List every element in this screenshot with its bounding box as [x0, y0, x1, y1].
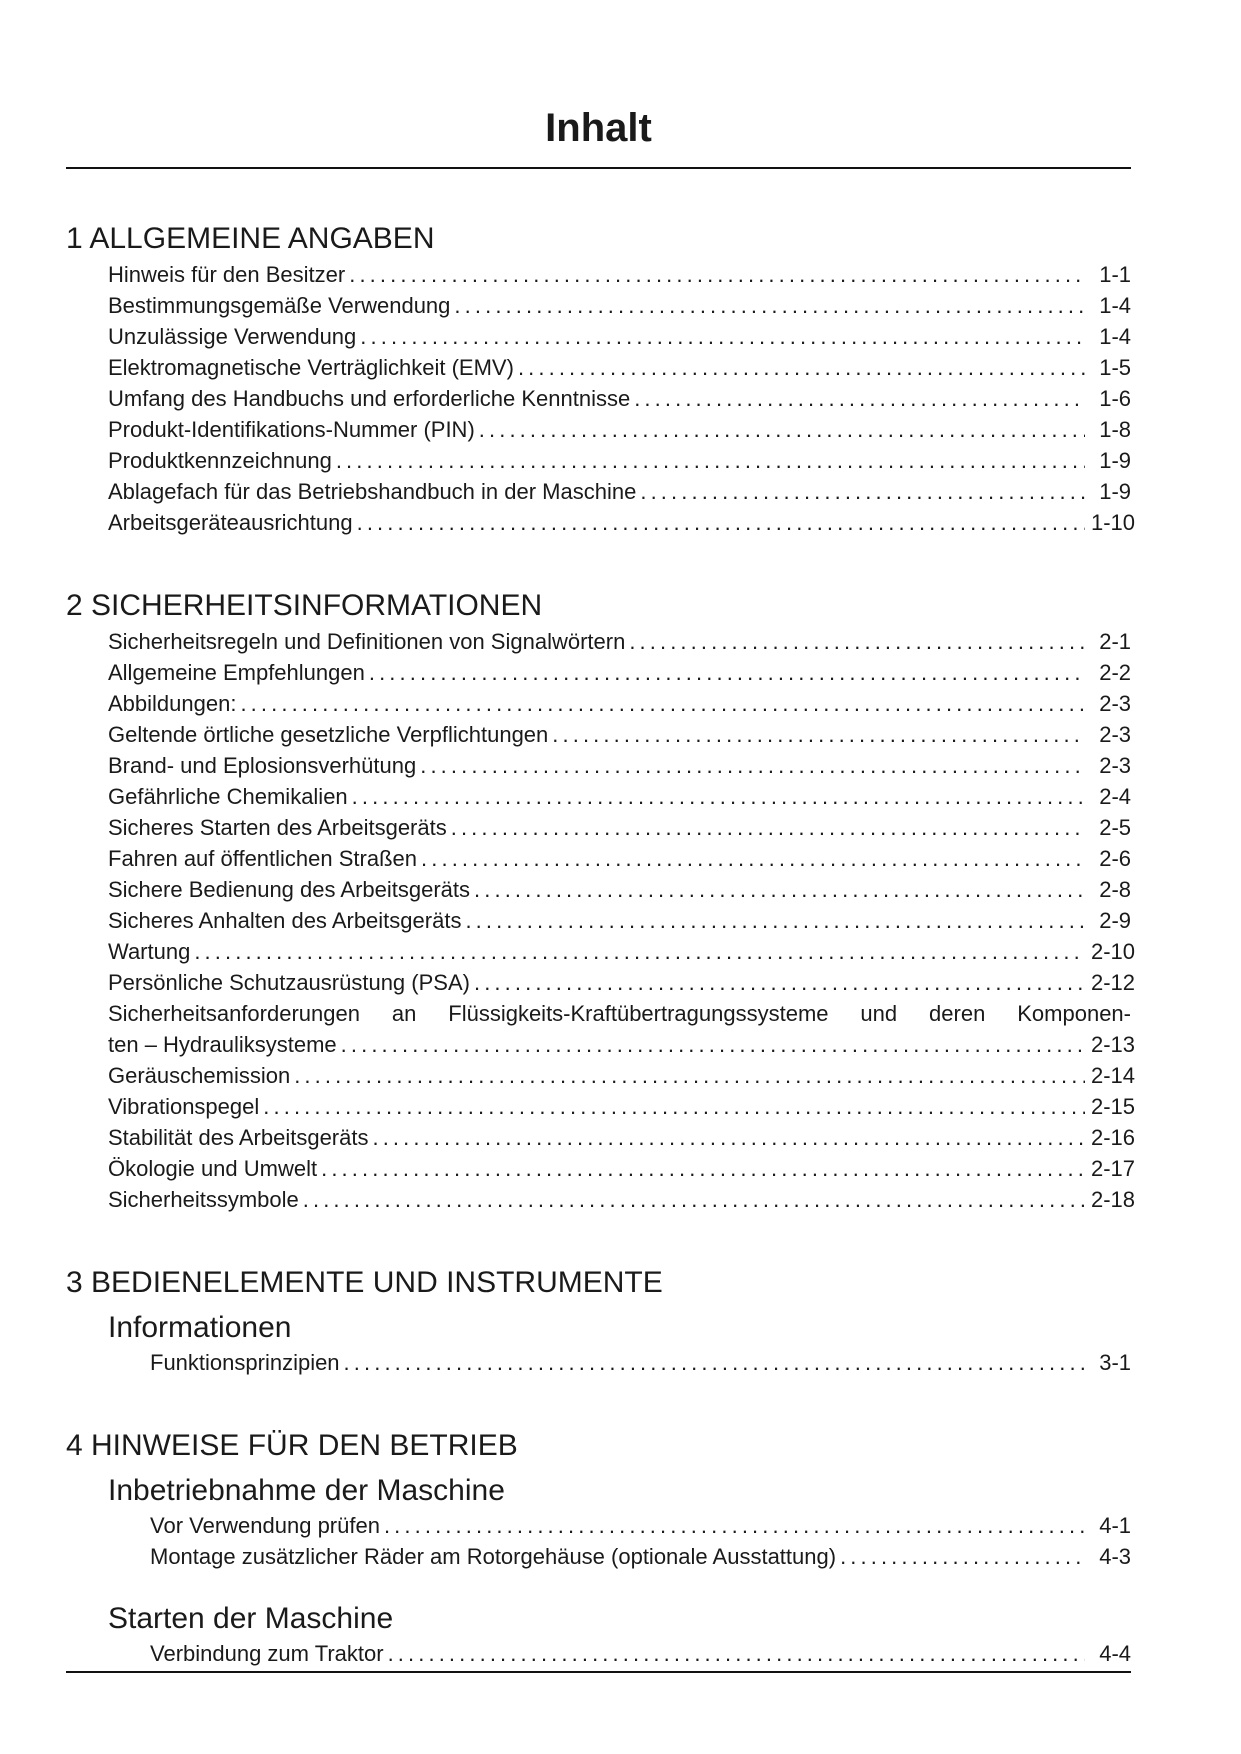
toc-entry[interactable] [108, 750, 1131, 781]
toc-entry-page: 1-9 [1099, 479, 1131, 504]
chapter-1 [66, 219, 1136, 538]
toc-entry-label: Funktionsprinzipien [150, 1350, 340, 1375]
footer-rule [66, 1671, 1131, 1673]
toc-entry[interactable] [108, 476, 1131, 507]
toc-entry[interactable] [108, 1184, 1136, 1215]
dot-leader [552, 719, 1085, 750]
toc-entry-page: 2-9 [1099, 908, 1131, 933]
toc-entry-label: Vor Verwendung prüfen [150, 1513, 380, 1538]
toc-entry-page: 2-3 [1099, 722, 1131, 747]
toc-entry-page: 1-4 [1099, 324, 1131, 349]
toc-entry-label: Geräuschemission [108, 1063, 291, 1088]
toc-entry[interactable] [150, 1510, 1131, 1541]
toc-entry-label: Fahren auf öffentlichen Straßen [108, 846, 418, 871]
dot-leader [465, 905, 1085, 936]
dot-leader [634, 383, 1085, 414]
toc-entry-page: 2-1 [1099, 629, 1131, 654]
toc-entry[interactable] [108, 967, 1136, 998]
toc-entry-page: 2-2 [1099, 660, 1131, 685]
toc-entry-page: 4-1 [1099, 1513, 1131, 1538]
chapter-title: 4 HINWEISE FÜR DEN BETRIEB [66, 1429, 518, 1462]
dot-leader [840, 1541, 1085, 1572]
spacer [66, 1233, 1131, 1263]
toc-entry[interactable] [108, 321, 1131, 352]
toc-entry-page: 2-8 [1099, 877, 1131, 902]
toc-entry[interactable] [108, 626, 1131, 657]
toc-entry-label: Vibrationspegel [108, 1094, 260, 1119]
spacer [66, 556, 1131, 586]
toc-entry[interactable] [150, 1347, 1131, 1378]
toc-entry[interactable] [108, 1060, 1136, 1091]
dot-leader [384, 1510, 1085, 1541]
toc-entry[interactable] [108, 719, 1131, 750]
chapter-title: 2 SICHERHEITSINFORMATIONEN [66, 589, 543, 622]
toc-entry[interactable] [108, 352, 1131, 383]
toc-entry[interactable] [108, 812, 1131, 843]
toc-entry[interactable] [108, 1091, 1136, 1122]
toc-entry-page: 1-4 [1099, 293, 1131, 318]
dot-leader [321, 1153, 1085, 1184]
dot-leader [518, 352, 1085, 383]
toc-entry-label: Persönliche Schutzausrüstung (PSA) [108, 970, 470, 995]
dot-leader [640, 476, 1085, 507]
toc-entry-page: 2-15 [1091, 1094, 1136, 1119]
toc-entry-label: Gefährliche Chemikalien [108, 784, 348, 809]
toc-entry-label: Verbindung zum Traktor [150, 1641, 384, 1666]
section-inbetriebnahme [108, 1472, 1131, 1572]
chapter-3 [66, 1263, 1131, 1378]
toc-entry-page: 4-3 [1099, 1544, 1131, 1569]
toc-entry-page: 1-9 [1099, 448, 1131, 473]
toc-entry-page: 3-1 [1099, 1350, 1131, 1375]
toc-entry-label-line1: Sicherheitsanforderungen an Flüssigkeits-Kraftübertragungssysteme und deren Komponen- [108, 1001, 1131, 1026]
toc-entry-label: Bestimmungsgemäße Verwendung [108, 293, 451, 318]
toc-entry-page: 2-18 [1091, 1187, 1136, 1212]
toc-entry[interactable] [108, 874, 1131, 905]
dot-leader [420, 750, 1085, 781]
chapter-title: 3 BEDIENELEMENTE UND INSTRUMENTE [66, 1266, 663, 1299]
toc-entry-page: 1-6 [1099, 386, 1131, 411]
toc-entry-label: Montage zusätzlicher Räder am Rotorgehäuse (optionale Ausstattung) [150, 1544, 837, 1569]
dot-leader [369, 657, 1085, 688]
dot-leader [479, 414, 1085, 445]
dot-leader [360, 321, 1085, 352]
toc-entry-label: Produkt-Identifikations-Nummer (PIN) [108, 417, 475, 442]
dot-leader [451, 812, 1085, 843]
toc-entry-label: ten – Hydrauliksysteme [108, 1032, 337, 1057]
toc-entry[interactable] [150, 1541, 1131, 1572]
chapter-2-entries [66, 626, 1136, 1215]
dot-leader [474, 874, 1085, 905]
dot-leader [454, 290, 1085, 321]
dot-leader [349, 259, 1085, 290]
toc-entry-page: 1-8 [1099, 417, 1131, 442]
spacer [66, 1396, 1131, 1426]
toc-entry-label: Ablagefach für das Betriebshandbuch in der Maschine [108, 479, 637, 504]
table-of-contents [66, 219, 1136, 1687]
section-informationen [108, 1309, 1131, 1378]
dot-leader [294, 1060, 1085, 1091]
toc-entry[interactable] [150, 1638, 1131, 1669]
section-entries [108, 1510, 1131, 1572]
dot-leader [344, 1347, 1085, 1378]
toc-entry-label: Sicheres Starten des Arbeitsgeräts [108, 815, 447, 840]
chapter-title: 1 ALLGEMEINE ANGABEN [66, 222, 435, 255]
section-entries [108, 1638, 1131, 1669]
toc-entry-label: Sicherheitsregeln und Definitionen von Signalwörtern [108, 629, 626, 654]
toc-entry-label: Ökologie und Umwelt [108, 1156, 318, 1181]
dot-leader [357, 507, 1085, 538]
dot-leader [629, 626, 1085, 657]
toc-entry-page: 2-17 [1091, 1156, 1136, 1181]
dot-leader [194, 936, 1085, 967]
section-starten [108, 1600, 1131, 1669]
toc-entry-label: Sicherheitssymbole [108, 1187, 299, 1212]
page-title: Inhalt [545, 106, 652, 150]
toc-entry[interactable] [108, 290, 1131, 321]
toc-entry-page: 2-12 [1091, 970, 1136, 995]
toc-entry-label: Geltende örtliche gesetzliche Verpflichtungen [108, 722, 549, 747]
dot-leader [388, 1638, 1085, 1669]
chapter-2 [66, 586, 1136, 1215]
toc-entry-label: Sicheres Anhalten des Arbeitsgeräts [108, 908, 462, 933]
header-rule [66, 167, 1131, 169]
toc-entry-label: Hinweis für den Besitzer [108, 262, 346, 287]
toc-entry[interactable] [108, 445, 1131, 476]
toc-entry[interactable] [108, 843, 1131, 874]
toc-entry-page: 2-3 [1099, 753, 1131, 778]
toc-entry-page: 1-1 [1099, 262, 1131, 287]
chapter-4 [66, 1426, 1131, 1669]
dot-leader [341, 1029, 1085, 1060]
toc-entry-label: Abbildungen: [108, 691, 237, 716]
toc-entry[interactable] [108, 905, 1131, 936]
toc-entry-label: Sichere Bedienung des Arbeitsgeräts [108, 877, 471, 902]
toc-entry-page: 2-14 [1091, 1063, 1136, 1088]
toc-entry-label: Brand- und Eplosionsverhütung [108, 753, 417, 778]
section-title: Inbetriebnahme der Maschine [108, 1474, 505, 1507]
section-entries [108, 1347, 1131, 1378]
toc-entry[interactable] [108, 414, 1131, 445]
toc-entry-page: 2-16 [1091, 1125, 1136, 1150]
toc-entry-label: Produktkennzeichnung [108, 448, 332, 473]
dot-leader [240, 688, 1085, 719]
toc-entry-line2 [108, 1029, 1136, 1060]
toc-entry[interactable] [108, 688, 1131, 719]
toc-entry-page: 1-5 [1099, 355, 1131, 380]
toc-entry[interactable] [108, 936, 1136, 967]
toc-entry-label: Stabilität des Arbeitsgeräts [108, 1125, 369, 1150]
toc-entry-label: Elektromagnetische Verträglichkeit (EMV) [108, 355, 514, 380]
toc-entry-label: Allgemeine Empfehlungen [108, 660, 365, 685]
dot-leader [263, 1091, 1085, 1122]
toc-entry-page: 2-13 [1091, 1032, 1136, 1057]
toc-entry[interactable] [108, 1122, 1136, 1153]
toc-entry-page: 2-5 [1099, 815, 1131, 840]
toc-entry-label: Umfang des Handbuchs und erforderliche Kenntnisse [108, 386, 631, 411]
chapter-1-entries [66, 259, 1136, 538]
toc-entry-page: 2-10 [1091, 939, 1136, 964]
dot-leader [474, 967, 1085, 998]
toc-entry-page: 2-4 [1099, 784, 1131, 809]
toc-entry-page: 2-6 [1099, 846, 1131, 871]
toc-entry-page: 1-10 [1091, 510, 1136, 535]
dot-leader [352, 781, 1085, 812]
toc-entry[interactable] [108, 383, 1131, 414]
dot-leader [303, 1184, 1085, 1215]
dot-leader [421, 843, 1085, 874]
toc-entry-page: 2-3 [1099, 691, 1131, 716]
toc-entry[interactable] [108, 259, 1131, 290]
toc-entry[interactable] [108, 998, 1136, 1060]
toc-entry[interactable] [108, 781, 1131, 812]
dot-leader [372, 1122, 1085, 1153]
toc-entry-label: Arbeitsgeräteausrichtung [108, 510, 353, 535]
dot-leader [336, 445, 1085, 476]
section-title: Informationen [108, 1311, 292, 1344]
toc-entry[interactable] [108, 507, 1136, 538]
toc-entry[interactable] [108, 657, 1131, 688]
section-title: Starten der Maschine [108, 1602, 394, 1635]
toc-entry-page: 4-4 [1099, 1641, 1131, 1666]
toc-entry-label: Wartung [108, 939, 191, 964]
toc-entry[interactable] [108, 1153, 1136, 1184]
toc-entry-label: Unzulässige Verwendung [108, 324, 357, 349]
